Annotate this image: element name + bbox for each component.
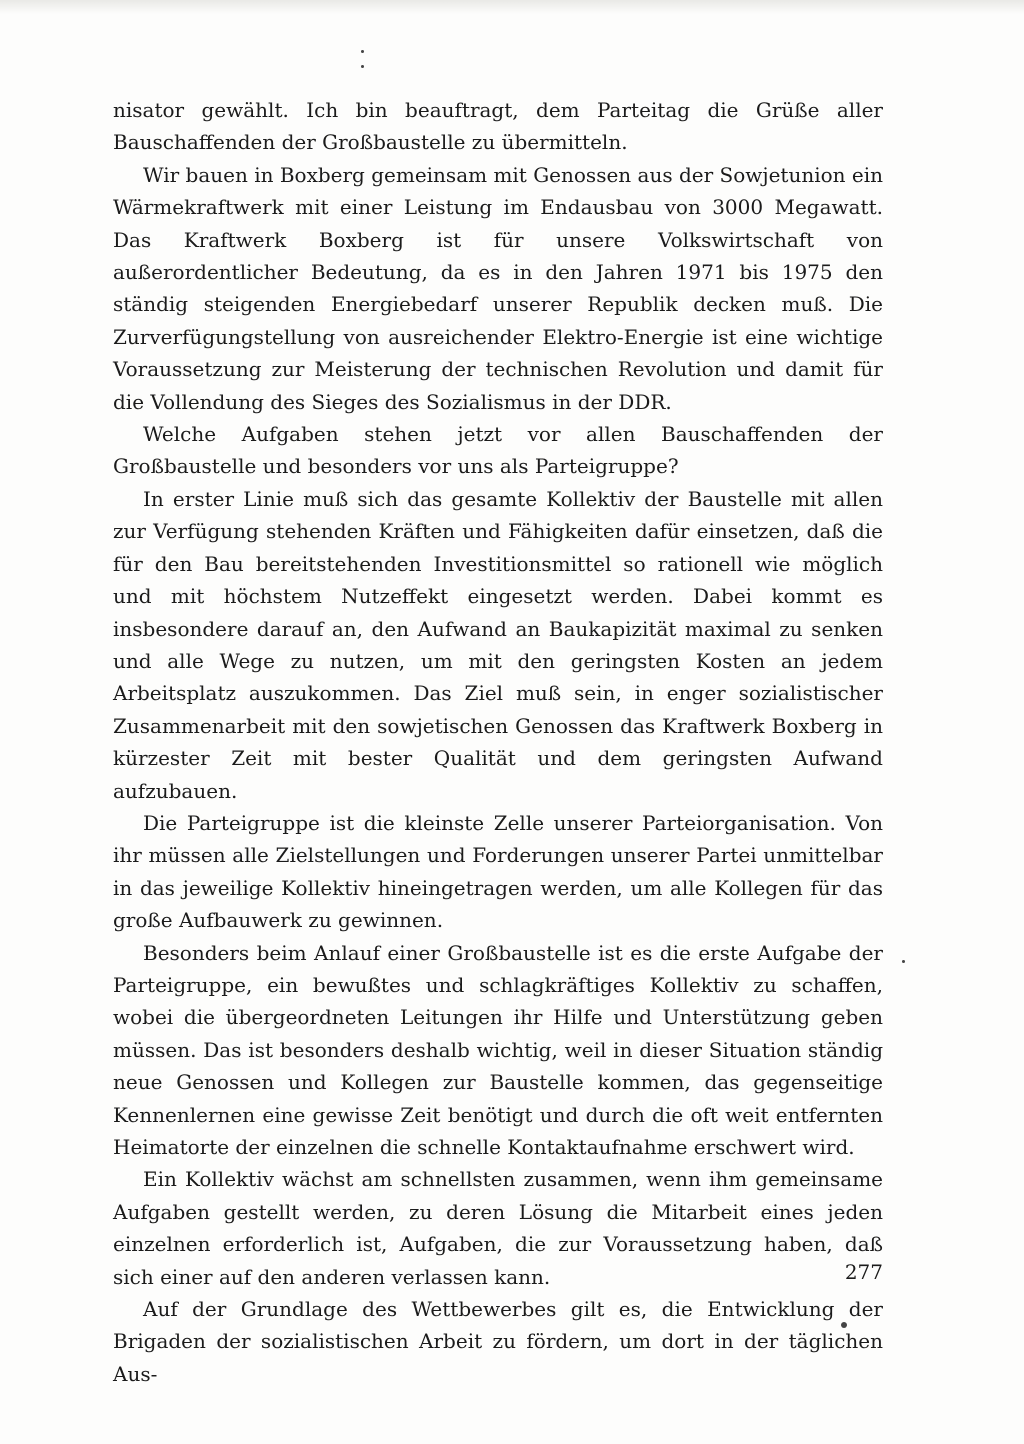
paragraph: Auf der Grundlage des Wettbewerbes gilt es, die Entwicklung der Brigaden der sozialistischen Arbeit zu fördern, um dort in der täglichen Aus-: [113, 1297, 883, 1386]
paragraph: Welche Aufgaben stehen jetzt vor allen Bauschaffenden der Großbaustelle und besonders vor uns als Parteigruppe?: [113, 422, 883, 479]
paragraph: Wir bauen in Boxberg gemeinsam mit Genossen aus der Sowjetunion ein Wärmekraftwerk mit einer Leistung im Endausbau von 3000 Megawatt. Das Kraftwerk Boxberg ist für unsere Volkswirtschaft von außerordentlicher Bedeutung, da es in den Jahren 1971 bis 1975 den ständig steigenden Energiebedarf unserer Republik decken muß. Die Zurverfügungstellung von ausreichender Elektro-Energie ist eine wichtige Voraussetzung zur Meisterung der technischen Revolution und damit für die Vollendung des Sieges des Sozialismus in der DDR.: [113, 162, 883, 414]
paragraph: nisator gewählt. Ich bin beauftragt, dem Parteitag die Grüße aller Bauschaffenden der Großbaustelle zu übermitteln.: [113, 98, 883, 155]
scan-top-edge: [0, 0, 1024, 14]
paragraph: Ein Kollektiv wächst am schnellsten zusammen, wenn ihm gemeinsame Aufgaben gestellt werden, zu deren Lösung die Mitarbeit eines jeden einzelnen erforderlich ist, Aufgaben, die zur Voraussetzung haben, daß sich einer auf den anderen verlassen kann.: [113, 1167, 883, 1289]
body-text: [113, 94, 883, 1390]
scan-speck: [361, 50, 364, 53]
page-number: 277: [844, 1260, 883, 1284]
scan-speck: [902, 960, 905, 963]
scan-speck: [361, 65, 364, 68]
paragraph: Besonders beim Anlauf einer Großbaustelle ist es die erste Aufgabe der Parteigruppe, ein bewußtes und schlagkräftiges Kollektiv zu schaffen, wobei die übergeordneten Leitungen ihr Hilfe und Unterstützung geben müssen. Das ist besonders deshalb wichtig, weil in dieser Situation ständig neue Genossen und Kollegen zur Baustelle kommen, das gegenseitige Kennenlernen eine gewisse Zeit benötigt und durch die oft weit entfernten Heimatorte der einzelnen die schnelle Kontaktaufnahme erschwert wird.: [113, 940, 883, 1159]
paragraph: In erster Linie muß sich das gesamte Kollektiv der Baustelle mit allen zur Verfügung stehenden Kräften und Fähigkeiten dafür einsetzen, daß die für den Bau bereitstehenden Investitionsmittel so rationell wie möglich und mit höchstem Nutzeffekt eingesetzt werden. Dabei kommt es insbesondere darauf an, den Aufwand an Baukapizität maximal zu senken und alle Wege zu nutzen, um mit den geringsten Kosten an jedem Arbeitsplatz auszukommen. Das Ziel muß sein, in enger sozialistischer Zusammenarbeit mit den sowjetischen Genossen das Kraftwerk Boxberg in kürzester Zeit mit bester Qualität und dem geringsten Aufwand aufzubauen.: [113, 486, 883, 803]
paragraph: Die Parteigruppe ist die kleinste Zelle unserer Parteiorganisation. Von ihr müssen alle Zielstellungen und Forderungen unserer Partei unmittelbar in das jeweilige Kollektiv hineingetragen werden, um alle Kollegen für das große Aufbauwerk zu gewinnen.: [113, 810, 883, 933]
